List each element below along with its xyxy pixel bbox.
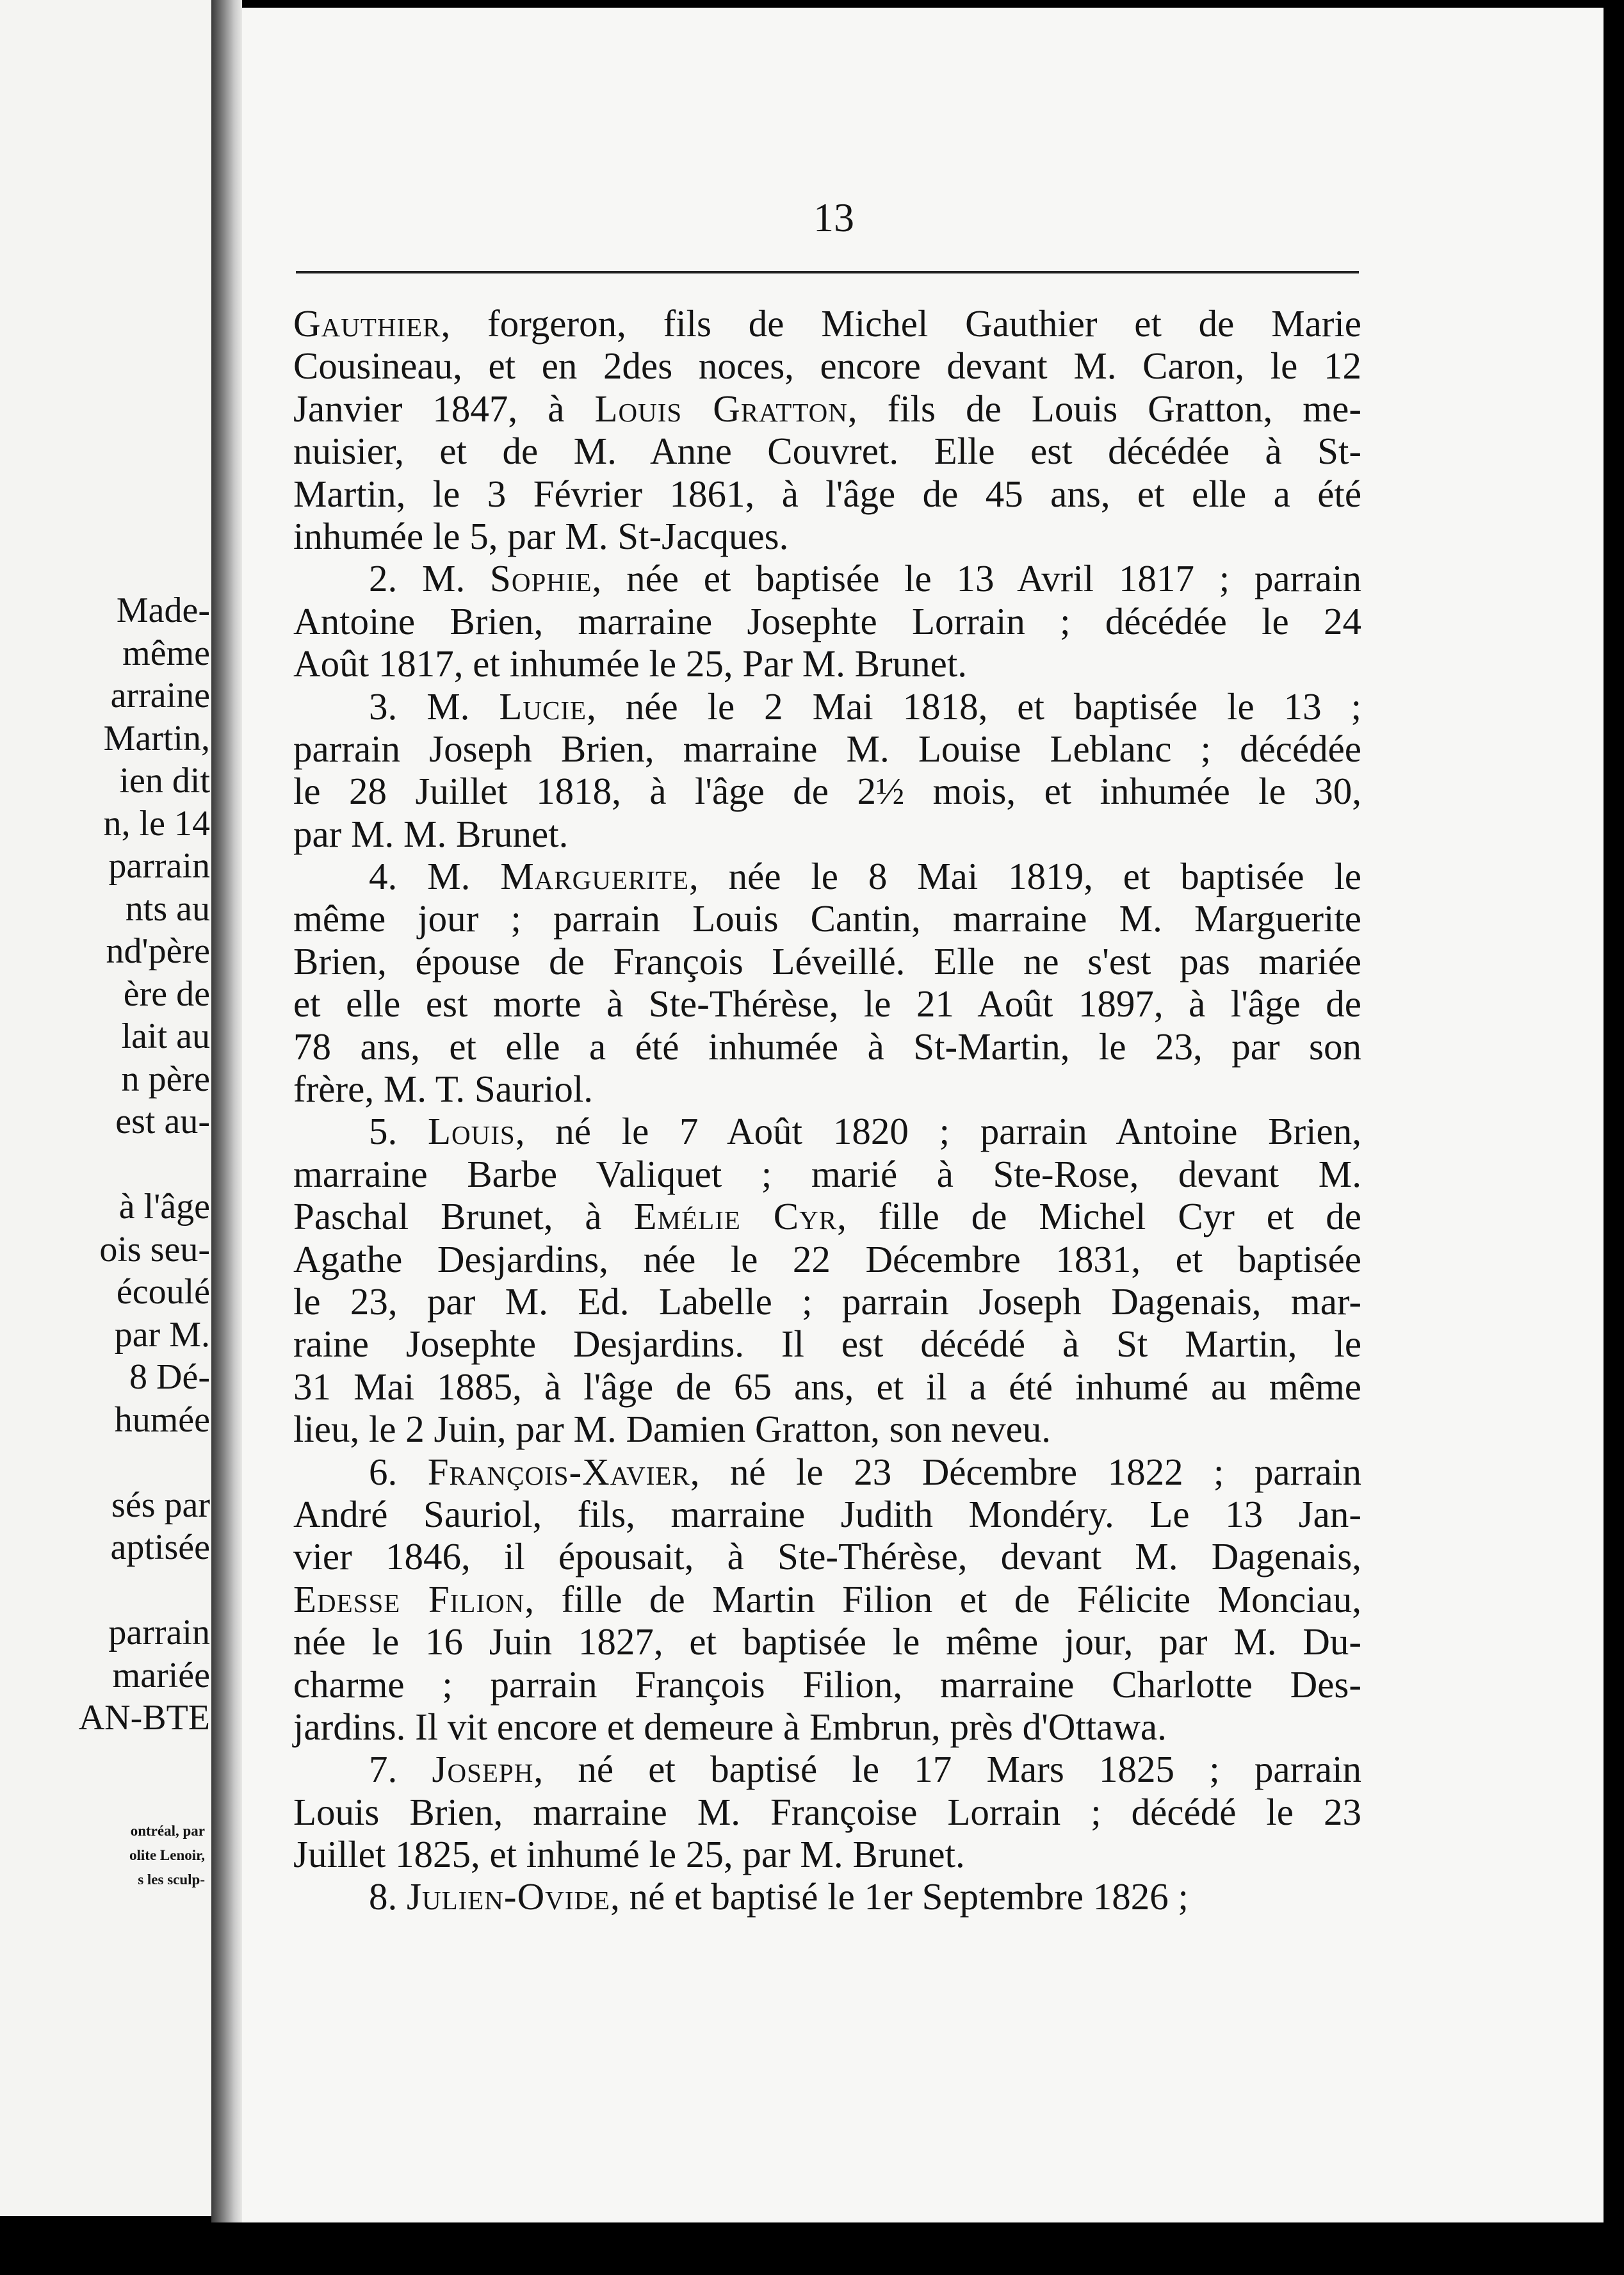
text-line	[293, 557, 1361, 599]
text-line	[293, 515, 1361, 557]
text-run: 5.	[369, 1110, 428, 1153]
text-run: , née et baptisée le 13 Avril 1817 ; parrain	[592, 557, 1361, 600]
text-run: raine Josephte Desjardins. Il est décédé à St Martin, le	[293, 1323, 1361, 1366]
left-fragment-line: arraine	[110, 676, 210, 715]
text-line	[293, 855, 1361, 897]
paragraph-p3	[293, 685, 1361, 856]
text-line	[293, 940, 1361, 983]
text-run: , fils de Louis Gratton, me-	[847, 387, 1361, 430]
text-line	[293, 345, 1361, 387]
left-fragment-line	[5, 1143, 210, 1186]
text-run: , née le 2 Mai 1818, et baptisée le 13 ;	[587, 685, 1361, 728]
text-run: , né le 23 Décembre 1822 ; parrain	[690, 1450, 1361, 1493]
text-run: 31 Mai 1885, à l'âge de 65 ans, et il a été inhumé au même	[293, 1365, 1361, 1408]
left-fragment-line: 8 Dé-	[129, 1357, 210, 1397]
text-line	[293, 1833, 1361, 1875]
left-footnote-line: olite Lenoir,	[129, 1847, 205, 1863]
paragraph-p8	[293, 1875, 1361, 1918]
left-fragment-line: ois seu-	[99, 1229, 210, 1269]
text-run: Louis Brien, marraine M. Françoise Lorrain ; décédé le 23	[293, 1790, 1361, 1833]
text-run: Juillet 1825, et inhumé le 25, par M. Brunet.	[293, 1833, 965, 1876]
person-name: Lucie	[499, 685, 587, 728]
text-line	[293, 1110, 1361, 1152]
left-facing-page	[0, 0, 211, 2216]
left-fragment-line: aptisée	[110, 1528, 210, 1567]
person-name: Edesse Filion	[293, 1578, 525, 1620]
left-footnote-line: s les sculp-	[138, 1871, 205, 1888]
text-run: et elle est morte à Ste-Thérèse, le 21 Août 1897, à l'âge de	[293, 983, 1361, 1025]
paragraph-p5	[293, 1110, 1361, 1450]
left-fragment-line: nd'père	[106, 931, 210, 971]
text-line	[293, 770, 1361, 812]
text-line	[293, 430, 1361, 472]
left-fragment-line: AN-BTE	[78, 1698, 210, 1738]
person-name: Marguerite	[500, 855, 689, 898]
text-line	[293, 600, 1361, 642]
text-run: , né le 7 Août 1820 ; parrain Antoine Brien,	[515, 1110, 1361, 1153]
text-run: 3. M.	[369, 685, 499, 728]
text-run: , forgeron, fils de Michel Gauthier et de Marie	[441, 302, 1361, 345]
text-run: 4. M.	[369, 855, 501, 898]
text-run: , né et baptisé le 17 Mars 1825 ; parrain	[533, 1748, 1361, 1791]
body-text	[293, 302, 1361, 1918]
text-run: Brien, épouse de François Léveillé. Elle ne s'est pas mariée	[293, 940, 1361, 983]
text-run: le 28 Juillet 1818, à l'âge de 2½ mois, et inhumée le 30,	[293, 770, 1361, 813]
left-fragment-line: par M.	[114, 1314, 210, 1355]
text-run: , fille de Martin Filion et de Félicite Monciau,	[524, 1578, 1361, 1620]
text-run: , née le 8 Mai 1819, et baptisée le	[689, 855, 1361, 898]
text-line	[293, 1748, 1361, 1790]
paragraph-p1	[293, 302, 1361, 557]
text-run: née le 16 Juin 1827, et baptisée le même jour, par M. Du-	[293, 1620, 1361, 1663]
person-name: Emélie Cyr	[633, 1195, 838, 1238]
paragraph-p7	[293, 1748, 1361, 1875]
text-run: lieu, le 2 Juin, par M. Damien Gratton, son neveu.	[293, 1408, 1052, 1451]
text-run: même jour ; parrain Louis Cantin, marraine M. Marguerite	[293, 897, 1361, 940]
person-name: Joseph	[432, 1748, 534, 1791]
text-run: 78 ans, et elle a été inhumée à St-Martin, le 23, par son	[293, 1025, 1361, 1068]
text-line	[293, 983, 1361, 1025]
text-line	[293, 473, 1361, 515]
text-line	[293, 1791, 1361, 1833]
text-run: Martin, le 3 Février 1861, à l'âge de 45 ans, et elle a été	[293, 472, 1361, 515]
left-fragment-line: n père	[121, 1059, 210, 1099]
left-page-text-fragments	[5, 589, 210, 1740]
text-run: par M. M. Brunet.	[293, 812, 569, 855]
text-line	[293, 1025, 1361, 1068]
left-fragment-line: humée	[114, 1399, 210, 1440]
left-fragment-line: parrain	[108, 1613, 210, 1652]
text-run: Paschal Brunet, à	[293, 1195, 634, 1238]
text-line	[293, 1068, 1361, 1110]
text-line	[293, 1238, 1361, 1280]
text-run: , né et baptisé le 1er Septembre 1826 ;	[610, 1875, 1189, 1918]
text-line	[293, 1620, 1361, 1663]
text-line	[293, 387, 1361, 430]
left-fragment-line: lait au	[121, 1016, 210, 1056]
text-line	[293, 1578, 1361, 1620]
left-page-footnotes	[13, 1819, 205, 1892]
text-line	[293, 642, 1361, 685]
text-run: Antoine Brien, marraine Josephte Lorrain ; décédée le 24	[293, 599, 1361, 642]
person-name: Louis	[428, 1110, 516, 1153]
text-line	[293, 1366, 1361, 1408]
person-name: François-Xavier	[427, 1450, 690, 1493]
text-line	[293, 1408, 1361, 1450]
text-run: Agathe Desjardins, née le 22 Décembre 1831, et baptisée	[293, 1237, 1361, 1280]
left-fragment-line	[5, 1569, 210, 1612]
text-run: frère, M. T. Sauriol.	[293, 1068, 594, 1111]
text-line	[293, 897, 1361, 940]
person-name: Gauthier	[293, 302, 441, 345]
text-run: nuisier, et de M. Anne Couvret. Elle est décédée à St-	[293, 430, 1361, 473]
text-run: vier 1846, il épousait, à Ste-Thérèse, devant M. Dagenais,	[293, 1535, 1361, 1578]
person-name: Sophie	[490, 557, 592, 600]
left-fragment-line: n, le 14	[103, 803, 210, 844]
left-fragment-line: écoulé	[116, 1272, 210, 1312]
text-run: Cousineau, et en 2des noces, encore devant M. Caron, le 12	[293, 345, 1361, 387]
left-fragment-line: nts au	[125, 888, 210, 929]
left-fragment-line: Martin,	[103, 718, 210, 758]
left-fragment-line: mariée	[112, 1655, 210, 1695]
text-run: jardins. Il vit encore et demeure à Embrun, près d'Ottawa.	[293, 1705, 1167, 1748]
text-run: André Sauriol, fils, marraine Judith Mondéry. Le 13 Jan-	[293, 1492, 1361, 1535]
text-line	[293, 1663, 1361, 1706]
text-line	[293, 1493, 1361, 1535]
text-run: le 23, par M. Ed. Labelle ; parrain Joseph Dagenais, mar-	[293, 1280, 1361, 1323]
text-line	[293, 728, 1361, 770]
header-rule	[296, 271, 1359, 273]
text-run: 6.	[369, 1450, 428, 1493]
text-line	[293, 1706, 1361, 1748]
text-line	[293, 1451, 1361, 1493]
paragraph-p2	[293, 557, 1361, 685]
left-fragment-line: ère de	[123, 974, 210, 1014]
left-fragment-line: ien dit	[119, 761, 210, 801]
book-gutter	[211, 0, 242, 2222]
text-run: marraine Barbe Valiquet ; marié à Ste-Rose, devant M.	[293, 1152, 1361, 1195]
text-line	[293, 1875, 1361, 1918]
paragraph-p6	[293, 1451, 1361, 1749]
text-line	[293, 302, 1361, 345]
text-line	[293, 685, 1361, 728]
text-run: Janvier 1847, à	[293, 387, 595, 430]
text-line	[293, 1153, 1361, 1195]
page-number: 13	[813, 195, 854, 240]
left-footnote-line: ontréal, par	[130, 1823, 205, 1839]
person-name: Louis Gratton	[594, 387, 848, 430]
text-run: , fille de Michel Cyr et de	[837, 1195, 1361, 1238]
text-run: parrain Joseph Brien, marraine M. Louise Leblanc ; décédée	[293, 727, 1361, 770]
text-run: Août 1817, et inhumée le 25, Par M. Brunet.	[293, 642, 968, 685]
left-fragment-line: Made-	[116, 591, 210, 630]
left-fragment-line	[5, 1441, 210, 1484]
paragraph-p4	[293, 855, 1361, 1110]
left-fragment-line: parrain	[108, 846, 210, 886]
text-run: 2. M.	[369, 557, 491, 600]
text-line	[293, 1535, 1361, 1578]
person-name: Julien-Ovide	[407, 1875, 611, 1918]
text-line	[293, 1280, 1361, 1323]
text-run: 8.	[369, 1875, 407, 1918]
text-line	[293, 1323, 1361, 1365]
text-run: 7.	[369, 1748, 432, 1791]
text-run: inhumée le 5, par M. St-Jacques.	[293, 514, 789, 557]
left-fragment-line: sés par	[111, 1485, 210, 1525]
text-line	[293, 813, 1361, 855]
left-fragment-line: même	[122, 633, 210, 673]
left-fragment-line: est au-	[115, 1102, 210, 1141]
text-line	[293, 1195, 1361, 1237]
left-fragment-line: à l'âge	[118, 1187, 210, 1227]
text-run: charme ; parrain François Filion, marraine Charlotte Des-	[293, 1663, 1361, 1706]
